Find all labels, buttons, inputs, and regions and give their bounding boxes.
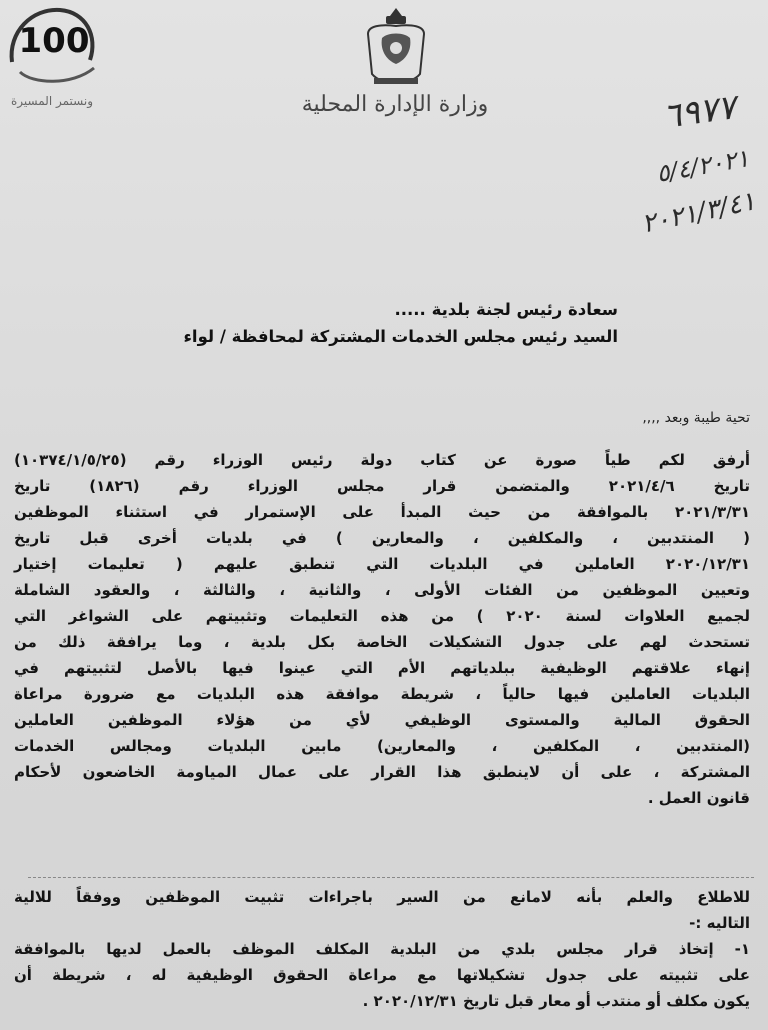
text-line: ٢٠٢٠/١٢/٣١ العاملين في البلديات التي تنطبق عليهم ( تعليمات إختيار [14,555,750,573]
text-line: المشتركة ، على أن لاينطبق هذا القرار على عمال المياومة الخاضعون لأحكام [14,763,750,781]
paragraph-procedure [14,884,750,1014]
text-line: تاريخ ٢٠٢١/٤/٦ والمتضمن قرار مجلس الوزراء رقم (١٨٢٦) تاريخ [14,477,750,495]
text-line: (المنتدبين ، المكلفين ، والمعارين) مابين البلديات ومجالس الخدمات [14,737,750,755]
text-line: إنهاء علاقتهم الوظيفية ببلدياتهم الأم التي عينوا فيها بالأصل لتثبيتهم في [14,659,750,677]
text-line: للاطلاع والعلم بأنه لامانع من السير باجراءات تثبيت الموظفين ووفقاً للالية [14,888,750,906]
greeting: تحية طيبة وبعد ,,,, [642,410,750,426]
ministry-name: وزارة الإدارة المحلية [301,92,489,117]
centennial-logo-icon [2,2,102,94]
text-line: لجميع العلاوات لسنة ٢٠٢٠ ) من هذه التعليمات وتثبيتهم على الشواغر التي [14,607,750,625]
text-line: ( المنتدبين ، والمكلفين ، والمعارين ) في بلديات أخرى قبل تاريخ [14,529,750,547]
coat-of-arms-icon [360,4,432,92]
handwritten-note: ٢٠٢١/٣/٤١ [638,186,758,240]
text-line: يكون مكلف أو منتدب أو معار قبل تاريخ ٢٠٢٠/١٢/٣١ . [362,992,750,1010]
handwritten-annotation [540,80,760,250]
text-line: ١- إتخاذ قرار مجلس بلدي من البلدية المكلف الموظف بالعمل لديها بالموافقة [14,940,750,958]
text-line: التاليه :- [689,914,750,932]
svg-text:100: 100 [18,21,90,61]
handwritten-reference-number: ٦٩٧٧ [660,87,739,137]
paragraph-main [14,447,750,811]
addressee-line-1: سعادة رئيس لجنة بلدية ..... [394,300,618,319]
text-line: وتعيين الموظفين من الفئات الأولى ، والثانية ، والثالثة ، والعقود الشاملة [14,581,750,599]
text-line: قانون العمل . [647,789,750,807]
text-line: على تثبيته على جدول تشكيلاتها مع مراعاة الحقوق الوظيفية له ، شريطة أن [14,966,750,984]
text-line: أرفق لكم طياً صورة عن كتاب دولة رئيس الوزراء رقم (١٠٣٧٤/١/٥/٢٥) [14,451,750,469]
badge-tagline: ونستمر المسيرة [11,94,93,108]
text-line: ٢٠٢١/٣/٣١ بالموافقة من حيث المبدأ على الإستمرار في استثناء الموظفين [14,503,750,521]
text-line: الحقوق المالية والمستوى الوظيفي لأي من هؤلاء الموظفين العاملين [14,711,750,729]
handwritten-date: ٥/٤/٢٠٢١ [654,144,752,188]
scan-fold-line [28,877,754,879]
addressee-line-2: السيد رئيس مجلس الخدمات المشتركة لمحافظة / لواء [183,327,618,346]
text-line: البلديات العاملين فيها حالياً ، شريطة موافقة هذه البلديات مع ضرورة مراعاة [14,685,750,703]
text-line: تستحدث لهم على جدول التشكيلات الخاصة بكل بلدية ، وما يرافقة ذلك من [14,633,750,651]
centennial-badge [2,2,102,110]
